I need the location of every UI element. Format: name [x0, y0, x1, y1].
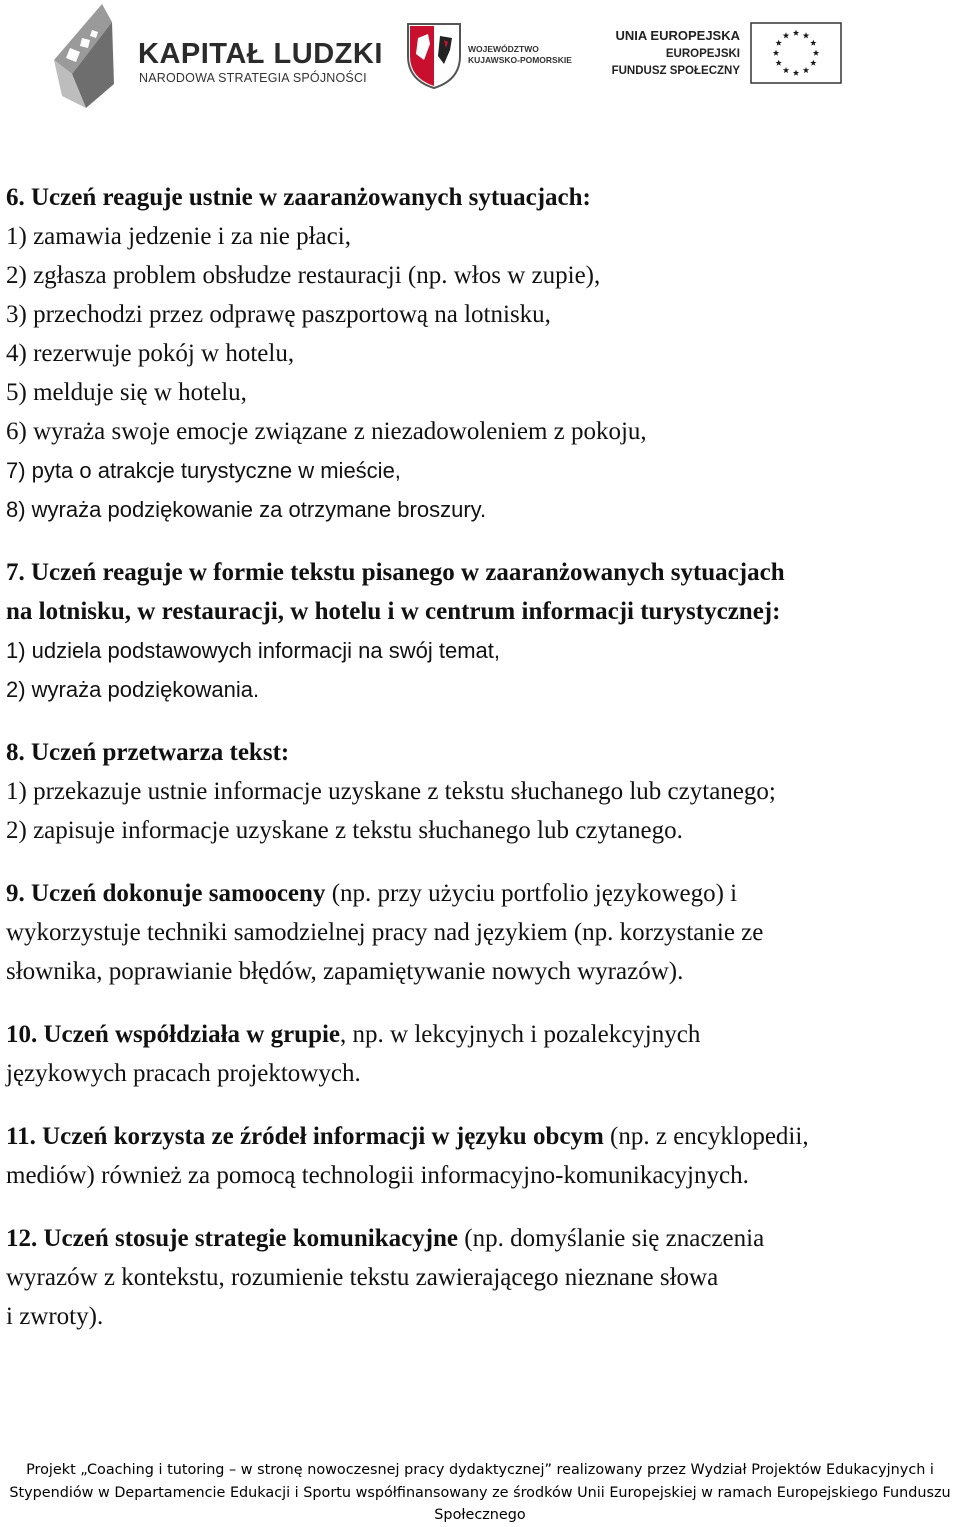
section-12-line1-text: (np. domyślanie się znaczenia [458, 1225, 765, 1252]
document-body [6, 178, 956, 1360]
section-9-line1-text: (np. przy użyciu portfolio językowego) i [325, 880, 738, 907]
section-6-heading: 6. Uczeń reaguje ustnie w zaaranżowanych sytuacjach: [6, 184, 591, 211]
page-header [0, 0, 960, 120]
section-6 [6, 178, 956, 529]
section-9-line1 [6, 874, 956, 913]
section-10-heading: 10. Uczeń współdziała w grupie [6, 1021, 341, 1048]
footer-line2: Stypendiów w Departamencie Edukacji i Sportu współfinansowany ze środków Unii Europejskiej w ramach Europejskiego Funduszu [9, 1484, 951, 1501]
section-8-heading: 8. Uczeń przetwarza tekst: [6, 739, 290, 766]
coat-of-arms-icon [404, 20, 464, 90]
wojewodztwo-line2: KUJAWSKO-POMORSKIE [468, 55, 572, 65]
section-11-line1 [6, 1117, 956, 1156]
section-6-item: 1) zamawia jedzenie i za nie płaci, [6, 223, 351, 250]
kapital-ludzki-subtitle: NARODOWA STRATEGIA SPÓJNOŚCI [139, 71, 367, 85]
page-footer [0, 1459, 960, 1527]
kapital-ludzki-title: KAPITAŁ LUDZKI [138, 38, 383, 70]
eu-line1: UNIA EUROPEJSKA [615, 28, 740, 43]
section-9-heading: 9. Uczeń dokonuje samooceny [6, 880, 326, 907]
section-6-item: 7) pyta o atrakcje turystyczne w mieście, [6, 458, 401, 483]
eu-line3: FUNDUSZ SPOŁECZNY [611, 65, 740, 77]
section-6-item: 2) zgłasza problem obsłudze restauracji (np. włos w zupie), [6, 262, 601, 289]
section-11-line1-text: (np. z encyklopedii, [603, 1123, 809, 1150]
footer-line1: Projekt „Coaching i tutoring – w stronę nowoczesnej pracy dydaktycznej” realizowany przez Wydział Projektów Edukacyjnych i [26, 1462, 934, 1478]
section-6-item: 8) wyraża podziękowanie za otrzymane broszury. [6, 497, 487, 522]
footer-line3: Społecznego [434, 1507, 526, 1523]
section-12-line1 [6, 1219, 956, 1258]
section-10-line2: językowych pracach projektowych. [6, 1060, 361, 1087]
section-11 [6, 1117, 956, 1195]
eu-logo [600, 22, 870, 84]
eu-flag-icon [750, 22, 842, 84]
section-9-line3: słownika, poprawianie błędów, zapamiętywanie nowych wyrazów). [6, 958, 684, 985]
section-10-line1 [6, 1015, 956, 1054]
section-6-item: 6) wyraża swoje emocje związane z niezadowoleniem z pokoju, [6, 418, 647, 445]
kapital-ludzki-emblem-icon [52, 4, 132, 108]
section-10 [6, 1015, 956, 1093]
section-8 [6, 733, 956, 850]
section-11-heading: 11. Uczeń korzysta ze źródeł informacji w języku obcym [6, 1123, 604, 1150]
section-7-heading-line2: na lotnisku, w restauracji, w hotelu i w centrum informacji turystycznej: [6, 598, 781, 625]
wojewodztwo-logo [404, 20, 594, 90]
section-7 [6, 553, 956, 709]
kapital-ludzki-logo [52, 4, 383, 108]
wojewodztwo-line1: WOJEWÓDZTWO [468, 44, 539, 54]
section-10-line1-text: , np. w lekcyjnych i pozalekcyjnych [340, 1021, 701, 1048]
eu-line2: EUROPEJSKI [665, 48, 740, 60]
section-7-item: 2) wyraża podziękowania. [6, 677, 260, 702]
section-8-item: 2) zapisuje informacje uzyskane z tekstu słuchanego lub czytanego. [6, 817, 683, 844]
section-6-item: 4) rezerwuje pokój w hotelu, [6, 340, 295, 367]
section-12-line3: i zwroty). [6, 1303, 104, 1330]
section-12-line2: wyrazów z kontekstu, rozumienie tekstu zawierającego nieznane słowa [6, 1264, 719, 1291]
section-8-item: 1) przekazuje ustnie informacje uzyskane z tekstu słuchanego lub czytanego; [6, 778, 776, 805]
section-6-item: 3) przechodzi przez odprawę paszportową na lotnisku, [6, 301, 551, 328]
section-12-heading: 12. Uczeń stosuje strategie komunikacyjne [6, 1225, 459, 1252]
section-6-item: 5) melduje się w hotelu, [6, 379, 247, 406]
section-7-heading-line1: 7. Uczeń reaguje w formie tekstu pisanego w zaaranżowanych sytuacjach [6, 559, 785, 586]
section-11-line2: mediów) również za pomocą technologii informacyjno-komunikacyjnych. [6, 1162, 749, 1189]
section-7-item: 1) udziela podstawowych informacji na swój temat, [6, 638, 501, 663]
section-9-line2: wykorzystuje techniki samodzielnej pracy nad językiem (np. korzystanie ze [6, 919, 764, 946]
section-9 [6, 874, 956, 991]
section-12 [6, 1219, 956, 1336]
